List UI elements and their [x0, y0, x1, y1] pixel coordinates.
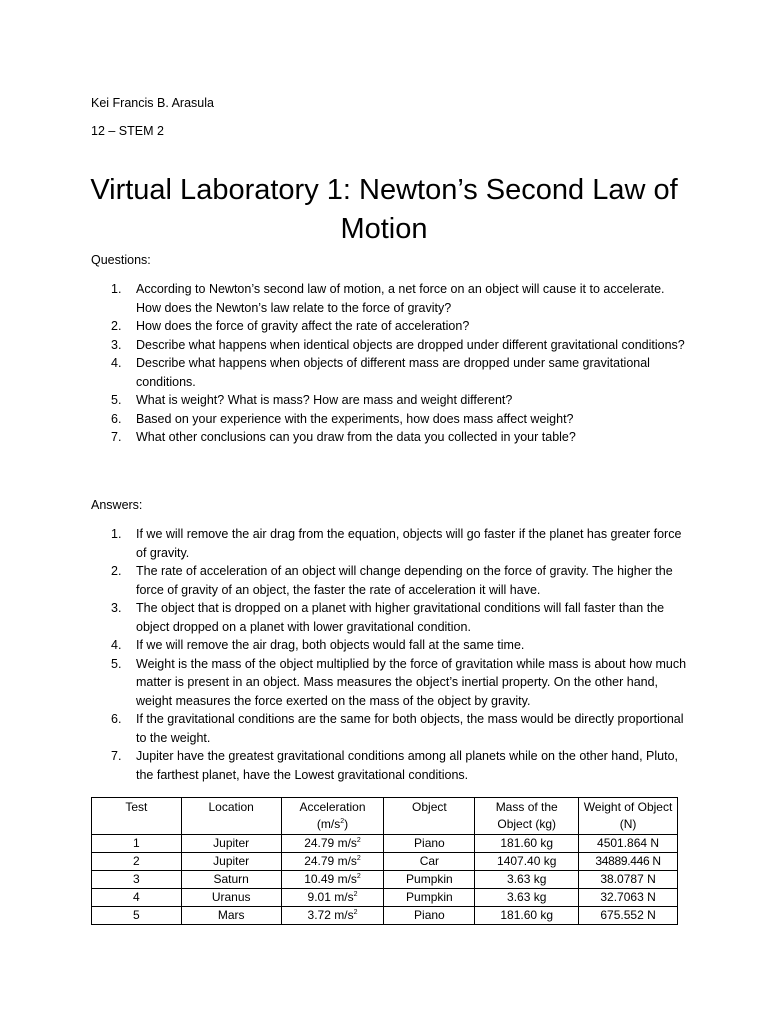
cell-acceleration	[281, 835, 384, 853]
cell-object: Pumpkin	[384, 889, 475, 907]
cell-weight: 38.0787 N	[579, 871, 678, 889]
question-item	[91, 410, 691, 429]
cell-mass: 1407.40 kg	[475, 853, 579, 871]
accel-exponent: 2	[356, 855, 361, 862]
header-accel-unit: (m/s	[316, 817, 341, 831]
cell-test: 2	[92, 853, 182, 871]
cell-weight: 34889.446 N	[579, 853, 678, 871]
item-number: 4.	[111, 356, 122, 370]
questions-list	[91, 280, 691, 447]
column-header-weight: Weight of Object (N)	[579, 798, 678, 835]
item-text: How does the force of gravity affect the rate of acceleration?	[136, 319, 470, 333]
item-text: Describe what happens when objects of different mass are dropped under same gravitational conditions.	[136, 356, 650, 389]
cell-object: Pumpkin	[384, 871, 475, 889]
item-text: If the gravitational conditions are the same for both objects, the mass would be directly proportional to the weight.	[136, 712, 684, 745]
accel-exponent: 2	[356, 837, 361, 844]
item-text: Describe what happens when identical objects are dropped under different gravitational conditions?	[136, 337, 685, 352]
question-item	[91, 391, 691, 410]
item-number: 1.	[111, 527, 122, 541]
accel-value: 10.49 m/s	[304, 872, 357, 886]
cell-location: Jupiter	[181, 835, 281, 853]
header-accel-line1: Acceleration	[299, 800, 366, 814]
column-header-location: Location	[181, 798, 281, 835]
cell-location: Jupiter	[181, 853, 281, 871]
cell-weight: 4501.864 N	[579, 835, 678, 853]
table-row	[92, 835, 678, 853]
cell-mass: 181.60 kg	[475, 907, 579, 925]
answer-item	[91, 747, 691, 784]
accel-exponent: 2	[356, 873, 361, 880]
accel-exponent: 2	[353, 909, 358, 916]
cell-location: Uranus	[181, 889, 281, 907]
answer-item	[91, 636, 691, 655]
table-row	[92, 907, 678, 925]
question-item	[91, 428, 691, 447]
cell-location: Mars	[181, 907, 281, 925]
item-text: The rate of acceleration of an object will change depending on the force of gravity. The higher the force of gravity of an object, the faster the rate of acceleration it will have.	[136, 564, 673, 597]
cell-acceleration	[281, 907, 384, 925]
item-number: 1.	[111, 282, 122, 296]
item-number: 7.	[111, 430, 122, 444]
cell-test: 1	[92, 835, 182, 853]
class-section: 12 – STEM 2	[91, 124, 164, 138]
answer-item	[91, 710, 691, 747]
item-text: The object that is dropped on a planet with higher gravitational conditions will fall faster than the object dropped on a planet with lower gravitational condition.	[136, 601, 665, 634]
answer-item	[91, 562, 691, 599]
question-item	[91, 280, 691, 317]
item-text: If we will remove the air drag, both objects would fall at the same time.	[136, 638, 525, 652]
answers-label: Answers:	[91, 498, 143, 512]
answer-item	[91, 525, 691, 562]
item-number: 2.	[111, 319, 122, 333]
answer-item	[91, 599, 691, 636]
cell-mass: 3.63 kg	[475, 871, 579, 889]
cell-acceleration	[281, 871, 384, 889]
questions-label: Questions:	[91, 253, 151, 267]
item-number: 6.	[111, 411, 122, 426]
header-accel-sup: 2	[340, 818, 345, 825]
cell-location: Saturn	[181, 871, 281, 889]
table-row	[92, 853, 678, 871]
table-header-row	[92, 798, 678, 835]
item-text: Jupiter have the greatest gravitational conditions among all planets while on the other hand, Pluto, the farthest planet, have the Lowest gravitational conditions.	[136, 749, 679, 782]
cell-mass: 181.60 kg	[475, 835, 579, 853]
question-item	[91, 354, 691, 391]
question-item	[91, 336, 691, 355]
accel-value: 24.79 m/s	[304, 836, 357, 850]
table-row	[92, 871, 678, 889]
header-accel-close: )	[344, 817, 349, 831]
page-title: Virtual Laboratory 1: Newton’s Second Law of Motion	[90, 174, 678, 246]
item-number: 5.	[111, 656, 122, 671]
accel-value: 24.79 m/s	[304, 854, 357, 868]
answer-item	[91, 655, 691, 711]
cell-test: 4	[92, 889, 182, 907]
cell-test: 3	[92, 871, 182, 889]
cell-acceleration	[281, 853, 384, 871]
item-number: 4.	[111, 638, 122, 652]
item-number: 5.	[111, 393, 122, 407]
cell-object: Piano	[384, 907, 475, 925]
column-header-mass: Mass of the Object (kg)	[475, 798, 579, 835]
accel-value: 9.01 m/s	[307, 890, 354, 904]
item-text: What is weight? What is mass? How are mass and weight different?	[136, 393, 513, 407]
results-table	[91, 797, 678, 925]
item-text: According to Newton’s second law of motion, a net force on an object will cause it to accelerate. How does the Newton’s law relate to the force of gravity?	[136, 282, 665, 315]
item-number: 3.	[111, 337, 122, 352]
item-number: 6.	[111, 712, 122, 726]
item-number: 2.	[111, 564, 122, 578]
cell-test: 5	[92, 907, 182, 925]
accel-value: 3.72 m/s	[307, 908, 354, 922]
cell-weight: 675.552 N	[579, 907, 678, 925]
answers-list	[91, 525, 691, 784]
item-text: What other conclusions can you draw from the data you collected in your table?	[136, 430, 576, 444]
cell-object: Car	[384, 853, 475, 871]
cell-acceleration	[281, 889, 384, 907]
item-number: 3.	[111, 601, 122, 615]
column-header-object: Object	[384, 798, 475, 835]
column-header-test: Test	[92, 798, 182, 835]
item-number: 7.	[111, 749, 122, 763]
question-item	[91, 317, 691, 336]
cell-weight: 32.7063 N	[579, 889, 678, 907]
column-header-acceleration	[281, 798, 384, 835]
item-text: If we will remove the air drag from the equation, objects will go faster if the planet has greater force of gravity.	[136, 527, 682, 560]
item-text: Weight is the mass of the object multiplied by the force of gravitation while mass is about how much matter is present in an object. Mass measures the object’s inertial property. On the other hand, weight measures the force exerted on the mass of the object by gravity.	[136, 656, 687, 708]
cell-mass: 3.63 kg	[475, 889, 579, 907]
cell-object: Piano	[384, 835, 475, 853]
table-row	[92, 889, 678, 907]
author-name: Kei Francis B. Arasula	[91, 96, 214, 110]
accel-exponent: 2	[353, 891, 358, 898]
item-text: Based on your experience with the experiments, how does mass affect weight?	[136, 411, 574, 426]
